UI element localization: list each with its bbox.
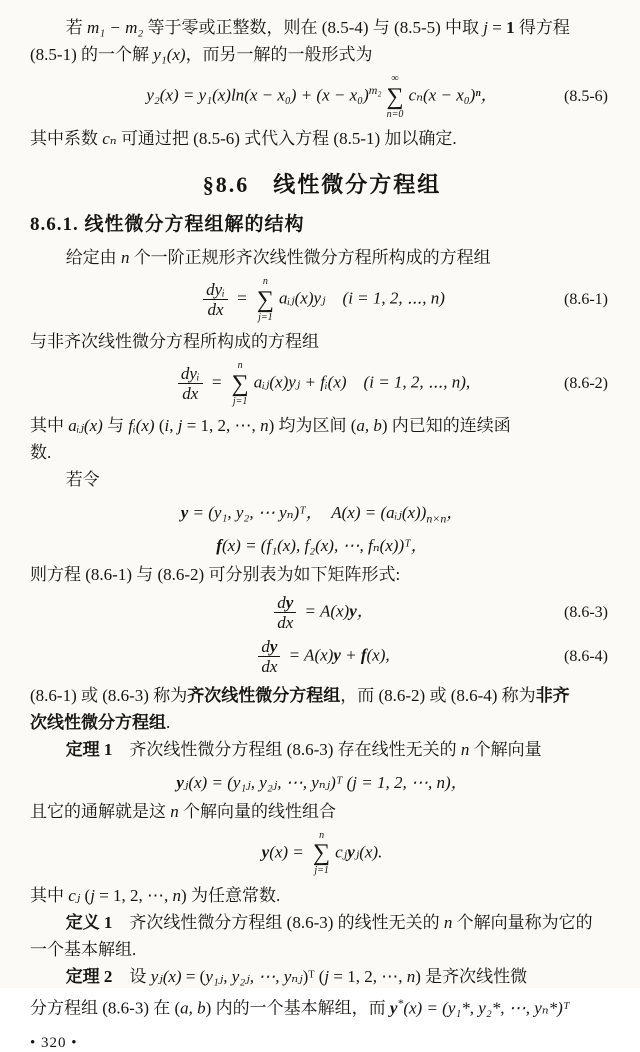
paragraph-line: 给定由 n 个一阶正规形齐次线性微分方程所构成的方程组 [65, 248, 491, 267]
equation-8-6-2-number: (8.6-2) [564, 374, 608, 392]
vector-definition-line-1 [30, 498, 614, 526]
paragraph-line: 若令 [65, 470, 100, 489]
equation-8-6-4-body: $\frac{dy}{dx}$ = A(x)y + f(x), [254, 637, 389, 676]
page-number: • 320 • [30, 1035, 78, 1052]
paragraph-line: 若 m₁ − m₂ 等于零或正整数，则在 (8.5-4) 与 (8.5-5) 中取 j = 1 得方程 [65, 18, 570, 37]
equation-8-6-3-body: $\frac{dy}{dx}$ = A(x)y， [270, 593, 374, 632]
paragraph-line: 数. [30, 443, 52, 462]
equation-8-6-4 [30, 637, 614, 676]
paragraph-line: (8.6-1) 或 (8.6-3) 称为齐次线性微分方程组，而 (8.6-2) 或 (8.6-4) 称为非齐 [30, 685, 570, 705]
paragraph-line: 且它的通解就是这 n 个解向量的线性组合 [30, 801, 336, 821]
definition-1-line: 定义 1 齐次线性微分方程组 (8.6-3) 的线性无关的 n 个解向量称为它的 [65, 912, 593, 932]
equation-8-6-3 [30, 593, 614, 632]
equation-8-6-1-body: $\frac{\text{dyᵢ}}{dx}$ = n ∑ j=1 aᵢⱼ(x)yⱼ (i = 1, 2, ⋯, n) [199, 276, 445, 323]
equation-8-6-3-number: (8.6-3) [564, 603, 608, 621]
equation-8-5-6 [30, 73, 614, 120]
section-heading: §8.6 线性微分方程组 [202, 172, 442, 197]
paragraph-line: 其中 cⱼ (j = 1, 2, ⋯, n) 为任意常数. [30, 885, 281, 905]
paragraph-line: 其中系数 cₙ 可通过把 (8.5-6) 式代入方程 (8.5-1) 加以确定. [30, 129, 457, 148]
equation-8-5-6-body: $y_2(x) = y_1(x)\ln(x - x_0) + (x - x_0)^{m_2}$ ∞ ∑ n=0 cₙ(x − x₀)ⁿ， [146, 73, 498, 120]
theorem-1-line: 定理 1 齐次线性微分方程组 (8.6-3) 存在线性无关的 n 个解向量 [65, 739, 542, 759]
equation-8-5-6-number: (8.5-6) [564, 87, 608, 105]
equation-8-6-1 [30, 276, 614, 323]
general-solution-equation [30, 830, 614, 877]
subsection-heading: 8.6.1. 线性微分方程组解的结构 [30, 214, 305, 235]
equation-8-6-1-number: (8.6-1) [564, 290, 608, 308]
vector-definition-1-body: y = (y₁, y₂, ⋯ yₙ)ᵀ， $A(x) = (aᵢⱼ(x))_{n\times n}$， [180, 503, 464, 526]
general-solution-equation-body: y(x) = n ∑ j=1 cⱼyⱼ(x). [261, 829, 383, 877]
equation-8-6-2-body: $\frac{\text{dyᵢ}}{dx}$ = n ∑ j=1 aᵢⱼ(x)yⱼ + fᵢ(x) (i = 1, 2, ⋯, n), [174, 360, 470, 407]
theorem-2-line: 定理 2 设 yⱼ(x) = (y₁ⱼ, y₂ⱼ, ⋯, yₙⱼ)ᵀ (j = 1, 2, ⋯, n) 是齐次线性微 [65, 966, 528, 986]
paragraph-line: 其中 aᵢⱼ(x) 与 fᵢ(x) (i, j = 1, 2, ⋯, n) 均为区间 (a, b) 内已知的连续函 [30, 416, 511, 435]
theorem-1-equation-body: yⱼ(x) = (y₁ⱼ, y₂ⱼ, ⋯, yₙⱼ)ᵀ (j = 1, 2, ⋯, n)， [176, 772, 468, 792]
equation-8-6-2 [30, 360, 614, 407]
paragraph-line: 一个基本解组. [30, 939, 137, 959]
paragraph-line: 次线性微分方程组. [30, 712, 171, 732]
paragraph-line: (8.5-1) 的一个解 y₁(x)，而另一解的一般形式为 [30, 45, 373, 64]
vector-definition-2-body: f(x) = (f₁(x), f₂(x), ⋯, fₙ(x))ᵀ， [216, 536, 428, 556]
theorem-1-equation [30, 768, 614, 793]
equation-8-6-4-number: (8.6-4) [564, 647, 608, 665]
paragraph-line: 与非齐次线性微分方程所构成的方程组 [30, 332, 319, 351]
vector-definition-line-2 [30, 531, 614, 556]
paragraph-line: 则方程 (8.6-1) 与 (8.6-2) 可分别表为如下矩阵形式: [30, 565, 401, 585]
paragraph-line: 分方程组 (8.6-3) 在 (a, b) 内的一个基本解组，而 y*(x) = (y₁*, y₂*, ⋯, yₙ*)ᵀ [30, 995, 570, 1018]
